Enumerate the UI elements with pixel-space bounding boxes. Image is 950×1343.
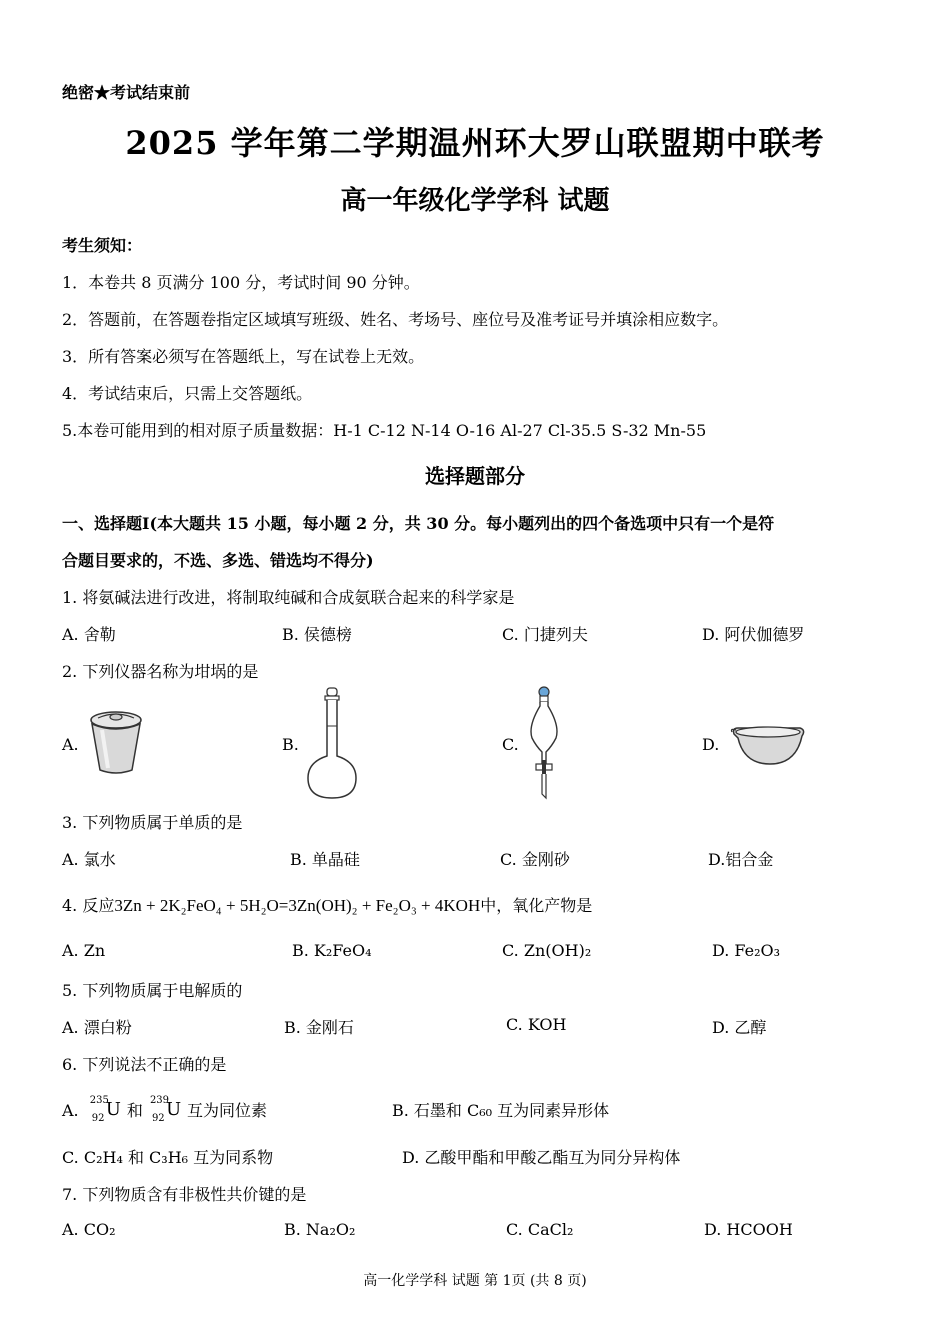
- q3-option-d: D.铝合金: [708, 850, 774, 869]
- q3-option-a: A. 氯水: [62, 850, 116, 869]
- q7-option-c: C. CaCl₂: [506, 1220, 574, 1239]
- q4-suffix: 中，氧化产物是: [480, 896, 593, 915]
- q5-option-d: D. 乙醇: [712, 1018, 767, 1037]
- question-3-stem: 3. 下列物质属于单质的是: [62, 813, 243, 832]
- q1-option-d: D. 阿伏伽德罗: [702, 625, 805, 644]
- notice-heading: 考生须知：: [62, 236, 143, 255]
- q7-option-d: D. HCOOH: [704, 1220, 793, 1239]
- q4-prefix: 4. 反应: [62, 896, 115, 915]
- q2-option-a: A.: [62, 735, 79, 754]
- element-symbol: U: [165, 1098, 182, 1120]
- volumetric-flask-image: [306, 686, 358, 800]
- question-2-stem: 2. 下列仪器名称为坩埚的是: [62, 662, 259, 681]
- mass-number: 239: [149, 1094, 170, 1106]
- notice-item: 1．本卷共 8 页满分 100 分，考试时间 90 分钟。: [62, 273, 420, 292]
- confidential-label: 绝密★考试结束前: [62, 83, 191, 102]
- q3-option-c: C. 金刚砂: [500, 850, 570, 869]
- q1-option-c: C. 门捷列夫: [502, 625, 588, 644]
- crucible-image: [88, 708, 144, 776]
- question-5-stem: 5. 下列物质属于电解质的: [62, 981, 243, 1000]
- uranium-235-nuclide: [84, 1094, 121, 1124]
- q6-option-d: D. 乙酸甲酯和甲酸乙酯互为同分异构体: [402, 1148, 681, 1167]
- exam-subtitle: 高一年级化学学科 试题: [340, 186, 610, 216]
- element-symbol: U: [105, 1098, 121, 1120]
- uranium-239-nuclide: [148, 1094, 182, 1124]
- q3-option-b: B. 单晶硅: [290, 850, 360, 869]
- part-instructions: 一、选择题Ⅰ(本大题共 15 小题，每小题 2 分，共 30 分。每小题列出的四个备选项中只有一个是符: [62, 514, 775, 533]
- evaporating-dish-image: [730, 720, 808, 768]
- q7-option-b: B. Na₂O₂: [284, 1220, 356, 1239]
- question-1-stem: 1. 将氨碱法进行改进，将制取纯碱和合成氨联合起来的科学家是: [62, 588, 515, 607]
- q6-a-suffix: 互为同位素: [187, 1101, 268, 1120]
- separatory-funnel-image: [526, 686, 562, 800]
- q6-option-b: B. 石墨和 C₆₀ 互为同素异形体: [392, 1101, 610, 1120]
- q4-option-a: A. Zn: [62, 941, 106, 960]
- section-title: 选择题部分: [425, 464, 525, 488]
- q2-option-c: C.: [502, 735, 519, 754]
- q5-option-b: B. 金刚石: [284, 1018, 354, 1037]
- page-footer: 高一化学学科 试题 第 1页 (共 8 页): [363, 1273, 587, 1289]
- q4-equation: 3Zn + 2K₂FeO₄ + 5H₂O=3Zn(OH)₂ + Fe₂O₃ + 4KOH: [114, 896, 481, 915]
- question-7-stem: 7. 下列物质含有非极性共价键的是: [62, 1185, 307, 1204]
- part-instructions: 合题目要求的，不选、多选、错选均不得分): [62, 551, 374, 570]
- q4-option-d: D. Fe₂O₃: [712, 941, 781, 960]
- notice-item: 4．考试结束后，只需上交答题纸。: [62, 384, 313, 403]
- question-6-stem: 6. 下列说法不正确的是: [62, 1055, 227, 1074]
- atomic-number: 92: [151, 1112, 165, 1124]
- q6-option-a: [62, 1094, 268, 1124]
- notice-item: 5.本卷可能用到的相对原子质量数据：H-1 C-12 N-14 O-16 Al-27 Cl-35.5 S-32 Mn-55: [62, 421, 707, 440]
- q6-a-label: A.: [62, 1101, 79, 1120]
- notice-item: 3．所有答案必须写在答题纸上，写在试卷上无效。: [62, 347, 425, 366]
- mass-number: 235: [89, 1094, 109, 1106]
- q1-option-a: A. 舍勒: [62, 625, 116, 644]
- notice-item: 2．答题前，在答题卷指定区域填写班级、姓名、考场号、座位号及准考证号并填涂相应数字。: [62, 310, 729, 329]
- q6-option-c: C. C₂H₄ 和 C₃H₆ 互为同系物: [62, 1148, 274, 1167]
- atomic-number: 92: [91, 1112, 105, 1124]
- q2-option-b: B.: [282, 735, 299, 754]
- question-4-stem: [62, 893, 592, 916]
- q5-option-a: A. 漂白粉: [62, 1018, 132, 1037]
- q5-option-c: C. KOH: [506, 1015, 567, 1034]
- q4-option-b: B. K₂FeO₄: [292, 941, 372, 960]
- q1-option-b: B. 侯德榜: [282, 625, 352, 644]
- q2-option-d: D.: [702, 735, 720, 754]
- q7-option-a: A. CO₂: [62, 1220, 116, 1239]
- exam-title: 2025 学年第二学期温州环大罗山联盟期中联考: [125, 124, 825, 162]
- q6-a-and: 和: [126, 1101, 143, 1120]
- q4-option-c: C. Zn(OH)₂: [502, 941, 592, 960]
